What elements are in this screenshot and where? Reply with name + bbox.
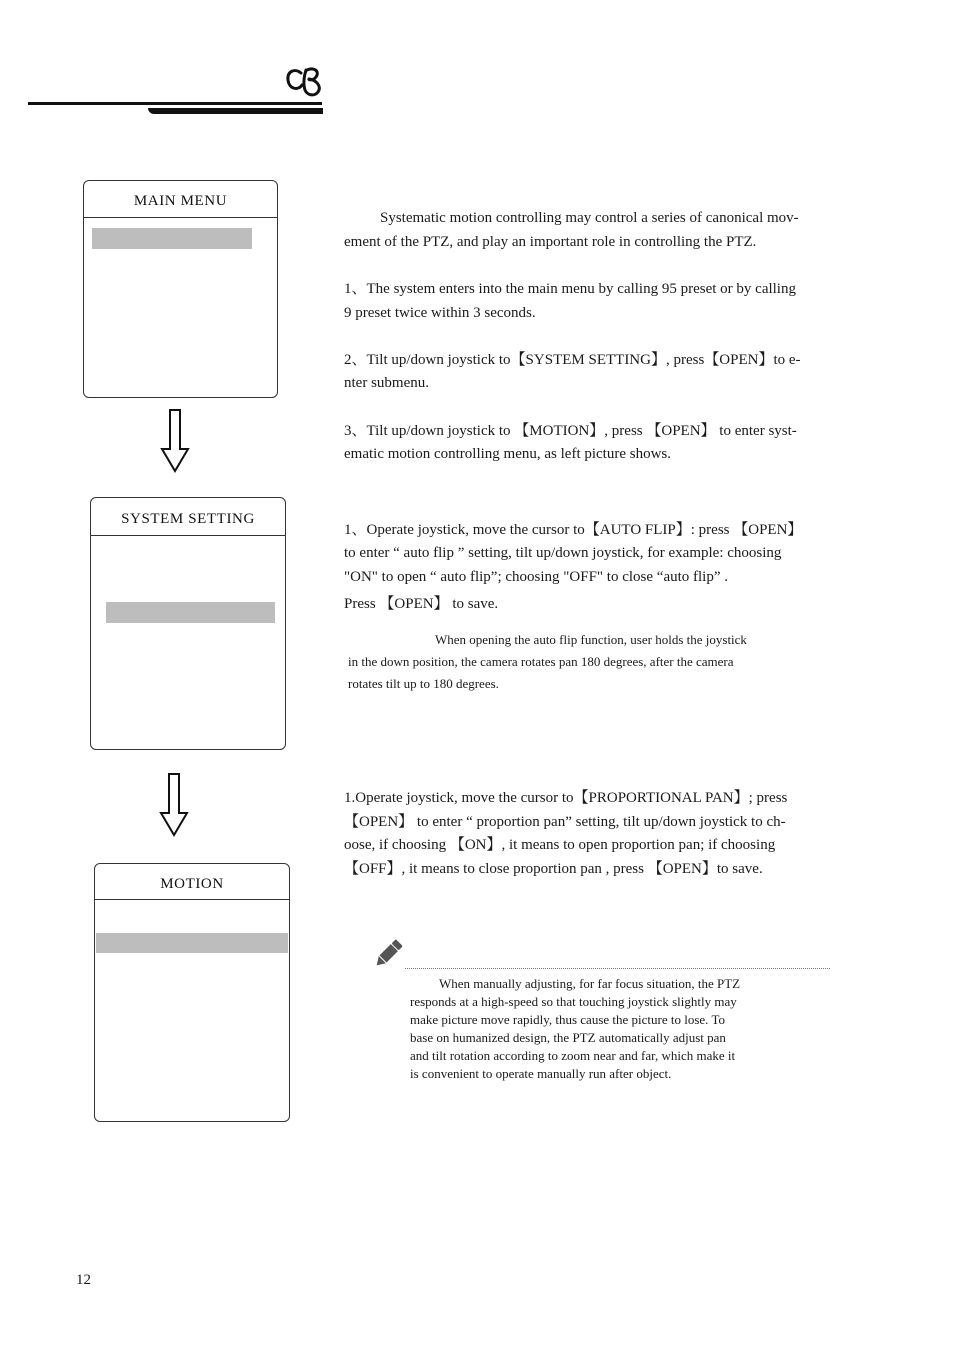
motion-menu-box — [94, 863, 290, 1122]
tip-divider — [405, 968, 830, 969]
menu-divider — [91, 535, 285, 536]
step-1-line-2: 9 preset twice within 3 seconds. — [344, 305, 536, 321]
tip-line-3: make picture move rapidly, thus cause the picture to lose. To — [410, 1012, 725, 1027]
proportional-pan-line-4: 【OFF】, it means to close proportion pan , press 【OPEN】to save. — [344, 861, 763, 877]
menu-highlight-bar — [92, 228, 252, 249]
auto-flip-line-4: Press 【OPEN】 to save. — [344, 596, 499, 612]
tip-line-4: base on humanized design, the PTZ automatically adjust pan — [410, 1030, 726, 1045]
proportional-pan-line-3: oose, if choosing 【ON】, it means to open proportion pan; if choosing — [344, 837, 776, 853]
pencil-icon — [370, 936, 406, 972]
proportional-pan-line-1: 1.Operate joystick, move the cursor to【PROPORTIONAL PAN】; press — [344, 790, 788, 806]
auto-flip-line-1: 1、Operate joystick, move the cursor to【AUTO FLIP】: press 【OPEN】 — [344, 522, 803, 538]
menu-highlight-bar — [106, 602, 275, 623]
page-number: 12 — [76, 1272, 91, 1288]
proportional-pan-line-2: 【OPEN】 to enter “ proportion pan” setting, tilt up/down joystick to ch- — [344, 814, 786, 830]
tip-line-5: and tilt rotation according to zoom near and far, which make it — [410, 1048, 736, 1063]
cs-monogram-icon — [285, 62, 325, 100]
auto-flip-line-3: "ON" to open “ auto flip”; choosing "OFF" to close “auto flip” . — [344, 569, 729, 585]
down-arrow-icon — [159, 773, 189, 837]
auto-flip-note-line-3: rotates tilt up to 180 degrees. — [348, 676, 499, 691]
system-setting-box — [90, 497, 286, 750]
step-3-line-2: ematic motion controlling menu, as left picture shows. — [344, 446, 672, 462]
tip-line-2: responds at a high-speed so that touching joystick slightly may — [410, 994, 737, 1009]
auto-flip-line-2: to enter “ auto flip ” setting, tilt up/down joystick, for example: choosing — [344, 545, 782, 561]
menu-highlight-bar — [96, 933, 288, 953]
intro-line-1: Systematic motion controlling may control a series of canonical mov- — [380, 210, 799, 226]
system-setting-title: SYSTEM SETTING — [121, 511, 255, 527]
header-rule-thick — [148, 108, 323, 114]
step-2-line-1: 2、Tilt up/down joystick to【SYSTEM SETTING】, press【OPEN】to e- — [344, 352, 801, 368]
tip-line-1: When manually adjusting, for far focus situation, the PTZ — [439, 976, 741, 991]
main-menu-box — [83, 180, 278, 398]
main-menu-title: MAIN MENU — [133, 193, 228, 209]
step-2-line-2: nter submenu. — [344, 375, 429, 391]
menu-divider — [84, 217, 277, 218]
tip-line-6: is convenient to operate manually run after object. — [410, 1066, 672, 1081]
auto-flip-note-line-1: When opening the auto flip function, user holds the joystick — [435, 632, 747, 647]
motion-menu-title: MOTION — [160, 876, 224, 892]
intro-line-2: ement of the PTZ, and play an important role in controlling the PTZ. — [344, 234, 757, 250]
step-1-line-1: 1、The system enters into the main menu by calling 95 preset or by calling — [344, 281, 796, 297]
menu-divider — [95, 899, 289, 900]
down-arrow-icon — [160, 409, 190, 473]
step-3-line-1: 3、Tilt up/down joystick to 【MOTION】, press 【OPEN】 to enter syst- — [344, 423, 797, 439]
auto-flip-note-line-2: in the down position, the camera rotates pan 180 degrees, after the camera — [348, 654, 734, 669]
header-rule-thin — [28, 102, 322, 105]
